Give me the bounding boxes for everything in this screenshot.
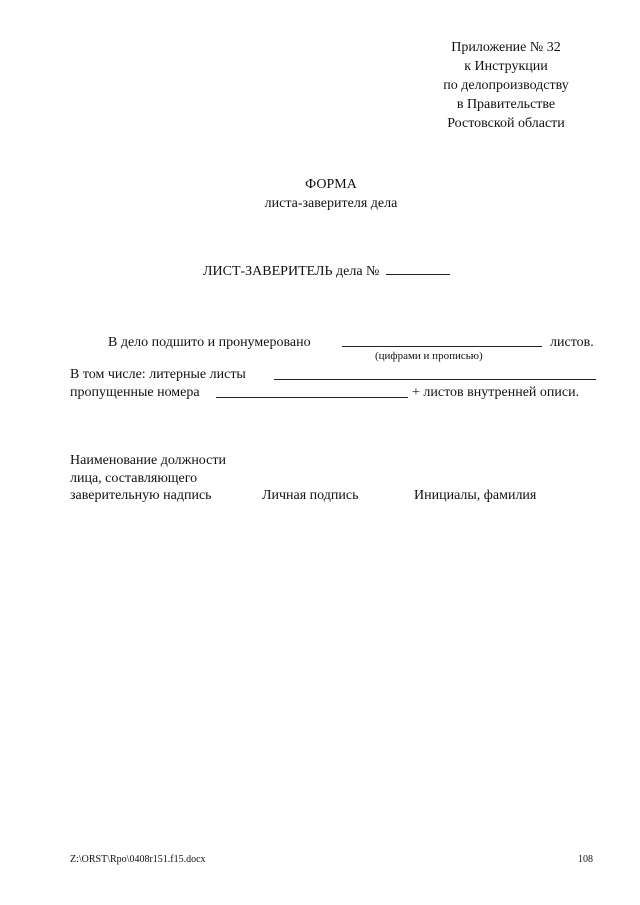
inner-inventory-label: + листов внутренней описи. [412, 385, 580, 400]
sheets-count-label: В дело подшито и пронумеровано [108, 335, 311, 350]
sheets-hint: (цифрами и прописью) [375, 350, 483, 362]
appendix-line: к Инструкции [464, 59, 548, 74]
appendix-block [416, 38, 596, 133]
sheets-count-blank [342, 332, 542, 347]
sheet-title-line [203, 262, 450, 281]
case-number-blank [386, 262, 450, 275]
position-title-line: Наименование должности [70, 453, 226, 468]
literal-sheets-label: В том числе: литерные листы [70, 367, 246, 382]
page-number: 108 [578, 854, 593, 865]
file-path: Z:\ORST\Rpo\0408r151.f15.docx [70, 854, 206, 865]
appendix-line: Ростовской области [447, 116, 565, 131]
position-title-line: лица, составляющего [70, 471, 198, 486]
sheets-suffix: листов. [550, 335, 594, 350]
appendix-line: по делопроизводству [443, 78, 569, 93]
appendix-line: в Правительстве [456, 97, 556, 112]
initials-label: Инициалы, фамилия [414, 488, 537, 503]
form-subtitle: листа-заверителя дела [264, 196, 398, 211]
missing-numbers-label: пропущенные номера [70, 385, 200, 400]
missing-numbers-blank [216, 383, 408, 398]
sheet-title: ЛИСТ-ЗАВЕРИТЕЛЬ дела № [203, 264, 380, 279]
literal-sheets-blank [274, 365, 596, 380]
appendix-line: Приложение № 32 [451, 40, 561, 55]
form-title: ФОРМА [305, 177, 357, 192]
personal-signature-label: Личная подпись [262, 488, 359, 503]
position-title-line: заверительную надпись [70, 488, 212, 503]
